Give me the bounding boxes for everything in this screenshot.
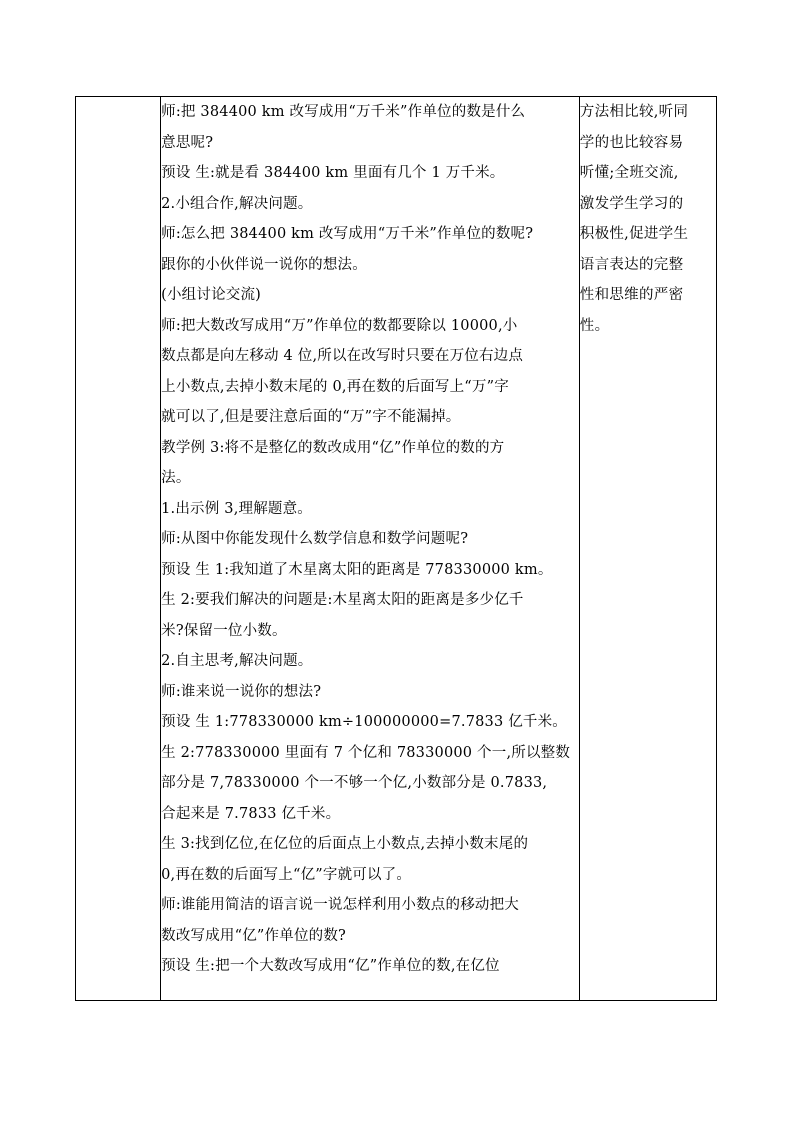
- process-line: 生 2:要我们解决的问题是:木星离太阳的距离是多少亿千: [161, 592, 524, 608]
- process-line: 部分是 7,78330000 个一不够一个亿,小数部分是 0.7833,: [161, 775, 548, 791]
- process-line: 生 2:778330000 里面有 7 个亿和 78330000 个一,所以整数: [161, 744, 571, 761]
- intent-line: 语言表达的完整: [579, 256, 684, 273]
- process-line: 法。: [161, 470, 191, 486]
- intent-line: 激发学生学习的: [579, 195, 684, 212]
- process-line: 师:谁能用简洁的语言说一说怎样利用小数点的移动把大: [161, 897, 520, 913]
- process-line: 跟你的小伙伴说一说你的想法。: [161, 256, 367, 273]
- process-line: 预设 生 1:我知道了木星离太阳的距离是 778330000 km。: [161, 561, 553, 578]
- intent-line: 性和思维的严密: [579, 287, 684, 303]
- process-line: 0,再在数的后面写上“亿”字就可以了。: [161, 866, 412, 883]
- process-line: 数改写成用“亿”作单位的数?: [161, 927, 347, 944]
- table-row: [76, 97, 717, 1001]
- process-line: 米?保留一位小数。: [161, 622, 287, 639]
- process-line: 数点都是向左移动 4 位,所以在改写时只要在万位右边点: [161, 348, 524, 364]
- process-line: 师:怎么把 384400 km 改写成用“万千米”作单位的数呢?: [161, 226, 534, 242]
- process-line: 师:把大数改写成用“万”作单位的数都要除以 10000,小: [161, 317, 518, 334]
- process-line: 教学例 3:将不是整亿的数改成用“亿”作单位的数的方: [161, 439, 505, 456]
- process-line: 师:把 384400 km 改写成用“万千米”作单位的数是什么: [161, 104, 526, 120]
- process-line: 2.小组合作,解决问题。: [161, 195, 313, 212]
- process-line: 1.出示例 3,理解题意。: [161, 500, 313, 517]
- process-line: 生 3:找到亿位,在亿位的后面点上小数点,去掉小数末尾的: [161, 836, 529, 852]
- stage-cell: [76, 97, 161, 1001]
- lesson-plan-table: [75, 96, 717, 1001]
- process-line: (小组讨论交流): [161, 287, 262, 303]
- process-line: 意思呢?: [161, 134, 214, 151]
- process-line: 合起来是 7.7833 亿千米。: [161, 805, 341, 822]
- process-line: 预设 生:把一个大数改写成用“亿”作单位的数,在亿位: [161, 958, 500, 974]
- intent-line: 方法相比较,听同: [579, 104, 689, 120]
- teaching-process-cell: [161, 97, 580, 1001]
- process-line: 师:谁来说一说你的想法?: [161, 683, 322, 700]
- process-line: 预设 生:就是看 384400 km 里面有几个 1 万千米。: [161, 165, 505, 181]
- process-line: 师:从图中你能发现什么数学信息和数学问题呢?: [161, 531, 469, 547]
- process-line: 预设 生 1:778330000 km÷100000000=7.7833 亿千米。: [161, 714, 567, 730]
- intent-line: 积极性,促进学生: [579, 226, 689, 242]
- design-intent-cell: [579, 97, 716, 1001]
- process-line: 2.自主思考,解决问题。: [161, 653, 313, 669]
- intent-line: 听懂;全班交流,: [579, 165, 679, 181]
- process-line: 就可以了,但是要注意后面的“万”字不能漏掉。: [161, 409, 461, 425]
- intent-line: 学的也比较容易: [579, 134, 684, 151]
- process-line: 上小数点,去掉小数末尾的 0,再在数的后面写上“万”字: [161, 378, 509, 395]
- intent-line: 性。: [579, 317, 610, 334]
